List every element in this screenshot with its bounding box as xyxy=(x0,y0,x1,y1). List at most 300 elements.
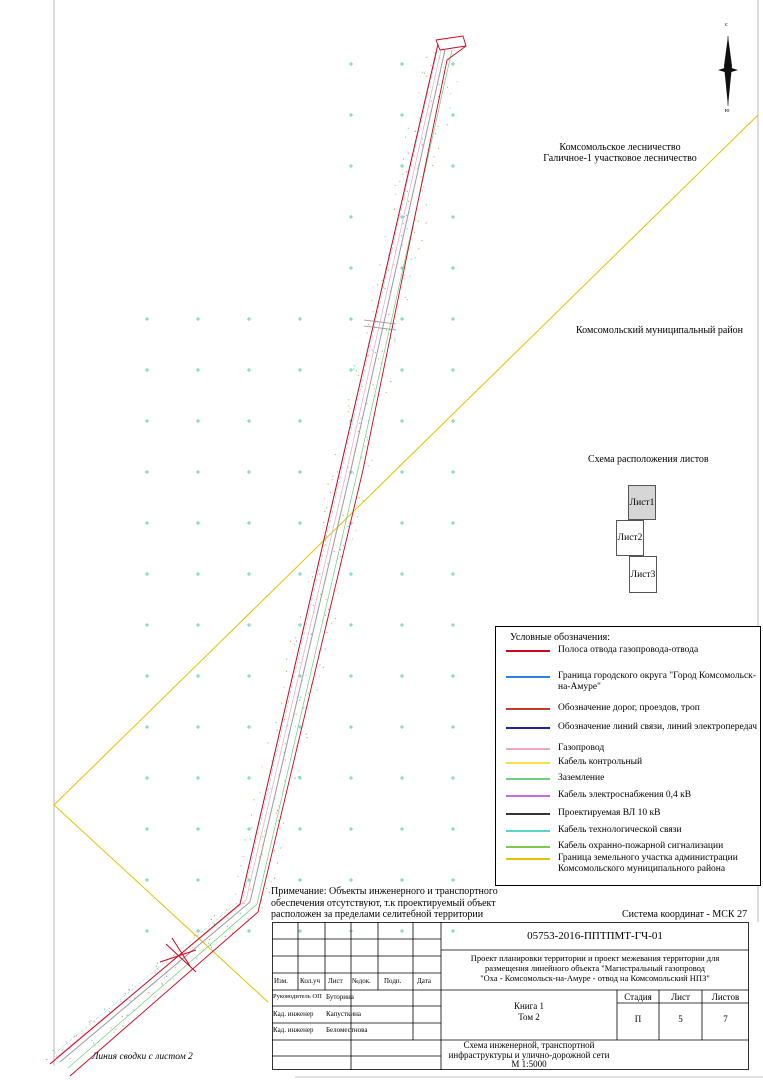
legend-label: Полоса отвода газопровода-отвода xyxy=(558,645,699,655)
terrain-dot xyxy=(296,714,297,715)
terrain-dot xyxy=(285,743,286,744)
terrain-dot xyxy=(316,689,317,690)
terrain-dot xyxy=(300,697,301,698)
terrain-dot xyxy=(300,616,301,617)
terrain-dot xyxy=(295,778,296,779)
terrain-dot xyxy=(243,856,244,857)
terrain-dot xyxy=(192,947,193,948)
terrain-dot xyxy=(250,838,251,839)
terrain-dot xyxy=(326,632,327,633)
terrain-dot xyxy=(155,972,156,973)
terrain-dot xyxy=(334,551,335,552)
terrain-dot xyxy=(418,92,419,93)
terrain-dot xyxy=(402,174,403,175)
terrain-dot xyxy=(338,593,339,594)
terrain-dot xyxy=(109,1011,110,1012)
terrain-dot xyxy=(450,93,451,94)
legend-swatch xyxy=(506,748,550,750)
coordinate-grid xyxy=(145,62,455,933)
terrain-dot xyxy=(319,676,320,677)
terrain-dot xyxy=(405,297,406,298)
terrain-dot xyxy=(251,814,252,815)
terrain-dot xyxy=(244,839,245,840)
terrain-dot xyxy=(422,72,423,73)
terrain-dot xyxy=(230,929,231,930)
legend-swatch xyxy=(506,858,550,860)
title-block xyxy=(272,922,749,1070)
terrain-dot xyxy=(426,57,427,58)
terrain-dot xyxy=(162,984,163,985)
terrain-dot xyxy=(314,566,315,567)
terrain-dot xyxy=(330,492,331,493)
terrain-dot xyxy=(323,522,324,523)
project-name xyxy=(441,953,749,983)
doc-code: 05753-2016-ППТПМТ-ГЧ-01 xyxy=(527,930,663,942)
note-line3: расположен за пределами селитебной территории xyxy=(271,909,484,920)
terrain-dot xyxy=(199,930,200,931)
legend-label: Газопровод xyxy=(558,743,605,753)
terrain-dot xyxy=(378,358,379,359)
terrain-dot xyxy=(335,454,336,455)
name-3: Беломестнова xyxy=(326,1026,368,1034)
terrain-dot xyxy=(247,918,248,919)
legend-label: Кабель контрольный xyxy=(558,757,643,767)
terrain-dot xyxy=(269,792,270,793)
terrain-dot xyxy=(66,1042,67,1043)
sheet-value: 5 xyxy=(678,1014,683,1024)
terrain-dot xyxy=(408,153,409,154)
terrain-dot xyxy=(394,341,395,342)
terrain-dot xyxy=(271,881,272,882)
legend-swatch xyxy=(506,813,550,815)
terrain-dot xyxy=(348,399,349,400)
note-line2: обеспечения отсутствуют, т.к проектируемый объект xyxy=(271,897,496,909)
terrain-dot xyxy=(382,351,383,352)
terrain-dot xyxy=(366,437,367,438)
terrain-dot xyxy=(259,792,260,793)
north-arrow-icon xyxy=(718,36,738,106)
terrain-dot xyxy=(404,274,405,275)
terrain-dot xyxy=(372,300,373,301)
terrain-dot xyxy=(237,876,238,877)
project-line1: Проект планировки территории и проект межевания территории для xyxy=(470,953,720,963)
terrain-dot xyxy=(274,878,275,879)
sheet-1-box: Лист1 xyxy=(628,485,656,520)
terrain-dot xyxy=(364,446,365,447)
terrain-dot xyxy=(295,637,296,638)
terrain-dot xyxy=(397,313,398,314)
terrain-dot xyxy=(89,1022,90,1023)
terrain-dot xyxy=(125,993,126,994)
terrain-dot xyxy=(326,599,327,600)
legend-swatch xyxy=(506,846,550,848)
terrain-dot xyxy=(148,992,149,993)
terrain-dot xyxy=(357,516,358,517)
terrain-dot xyxy=(379,264,380,265)
terrain-dot xyxy=(296,745,297,746)
legend-label: Проектируемая ВЛ 10 кВ xyxy=(558,808,661,818)
terrain-dot xyxy=(129,989,130,990)
terrain-dot xyxy=(307,737,308,738)
terrain-dot xyxy=(425,222,426,223)
terrain-dot xyxy=(226,909,227,910)
terrain-dot xyxy=(377,284,378,285)
terrain-dot xyxy=(243,903,244,904)
book-volume xyxy=(441,1001,617,1023)
terrain-dot xyxy=(295,726,296,727)
terrain-dot xyxy=(70,1058,71,1059)
hdr-ndoc: №док. xyxy=(352,977,371,985)
legend-swatch xyxy=(506,778,550,780)
terrain-dot xyxy=(46,1059,47,1060)
terrain-dot xyxy=(308,581,309,582)
terrain-dot xyxy=(278,820,279,821)
terrain-dot xyxy=(421,176,422,177)
terrain-dot xyxy=(157,968,158,969)
sheet-3-box: Лист3 xyxy=(629,556,657,593)
terrain-dot xyxy=(447,124,448,125)
terrain-dot xyxy=(266,888,267,889)
terrain-dot xyxy=(298,770,299,771)
terrain-dot xyxy=(342,515,343,516)
terrain-dot xyxy=(328,609,329,610)
terrain-dot xyxy=(157,962,158,963)
terrain-dot xyxy=(403,223,404,224)
terrain-dot xyxy=(240,865,241,866)
terrain-dot xyxy=(281,703,282,704)
terrain-dot xyxy=(155,997,156,998)
terrain-dot xyxy=(312,576,313,577)
terrain-dot xyxy=(340,549,341,550)
terrain-dot xyxy=(325,648,326,649)
terrain-dot xyxy=(76,1035,77,1036)
terrain-dot xyxy=(264,830,265,831)
terrain-dot xyxy=(447,87,448,88)
terrain-dot xyxy=(443,67,444,68)
legend-swatch xyxy=(506,708,550,710)
terrain-dot xyxy=(422,190,423,191)
terrain-dot xyxy=(386,392,387,393)
terrain-dot xyxy=(161,983,162,984)
terrain-dot xyxy=(358,431,359,432)
terrain-dot xyxy=(403,159,404,160)
terrain-dot xyxy=(274,850,275,851)
sheet-scheme-title: Схема расположения листов xyxy=(588,454,709,465)
terrain-dot xyxy=(267,742,268,743)
terrain-dot xyxy=(299,700,300,701)
terrain-dot xyxy=(306,675,307,676)
terrain-dot xyxy=(254,799,255,800)
terrain-dot xyxy=(320,594,321,595)
terrain-dot xyxy=(280,847,281,848)
terrain-dot xyxy=(262,766,263,767)
terrain-dot xyxy=(418,248,419,249)
terrain-dot xyxy=(292,652,293,653)
sheet-header: Лист xyxy=(671,992,690,1002)
terrain-dot xyxy=(432,165,433,166)
terrain-dot xyxy=(276,722,277,723)
terrain-dot xyxy=(422,138,423,139)
terrain-dot xyxy=(359,423,360,424)
terrain-dot xyxy=(313,571,314,572)
terrain-dot xyxy=(115,1029,116,1030)
terrain-dot xyxy=(419,118,420,119)
terrain-dot xyxy=(372,349,373,350)
terrain-dot xyxy=(326,507,327,508)
hdr-data: Дата xyxy=(417,977,431,985)
terrain-dot xyxy=(94,1021,95,1022)
coordinate-system-label: Система координат - МСК 27 xyxy=(622,909,748,920)
terrain-dot xyxy=(277,863,278,864)
terrain-dot xyxy=(225,936,226,937)
terrain-dot xyxy=(120,1001,121,1002)
terrain-dot xyxy=(262,836,263,837)
terrain-dot xyxy=(422,144,423,145)
stage-header: Стадия xyxy=(624,992,652,1002)
terrain-dot xyxy=(298,776,299,777)
terrain-dot xyxy=(405,137,406,138)
terrain-dot xyxy=(367,332,368,333)
terrain-dot xyxy=(401,235,402,236)
name-2: Капусткина xyxy=(326,1010,362,1018)
terrain-dot xyxy=(127,1015,128,1016)
terrain-dot xyxy=(327,563,328,564)
compass-north-label: с xyxy=(725,22,728,28)
terrain-dot xyxy=(343,545,344,546)
terrain-dot xyxy=(279,828,280,829)
terrain-dot xyxy=(355,530,356,531)
terrain-dot xyxy=(209,939,210,940)
forestry-label xyxy=(520,142,720,164)
terrain-dot xyxy=(353,473,354,474)
terrain-dot xyxy=(332,476,333,477)
terrain-dot xyxy=(348,526,349,527)
terrain-dot xyxy=(382,280,383,281)
hdr-koluch: Кол.уч xyxy=(300,977,320,985)
scale-label: М 1:5000 xyxy=(511,1059,547,1069)
terrain-dot xyxy=(319,664,320,665)
terrain-dot xyxy=(431,65,432,66)
terrain-dot xyxy=(352,538,353,539)
hdr-izm: Изм. xyxy=(274,977,288,985)
terrain-dot xyxy=(296,641,297,642)
terrain-dot xyxy=(270,788,271,789)
terrain-dot xyxy=(194,935,195,936)
terrain-dot xyxy=(262,907,263,908)
legend-label: Кабель электроснабжения 0,4 кВ xyxy=(558,790,692,800)
legend-swatch xyxy=(506,676,550,678)
terrain-dot xyxy=(269,892,270,893)
terrain-dot xyxy=(373,311,374,312)
terrain-dot xyxy=(283,823,284,824)
terrain-dot xyxy=(438,84,439,85)
terrain-dot xyxy=(395,194,396,195)
legend-label: Кабель охранно-пожарной сигнализации xyxy=(558,841,724,851)
terrain-dot xyxy=(426,204,427,205)
terrain-dot xyxy=(348,405,349,406)
sheets-value: 7 xyxy=(723,1014,728,1024)
legend-title: Условные обозначения: xyxy=(510,632,611,643)
legend-swatch xyxy=(506,762,550,764)
note-line1: Примечание: Объекты инженерного и транспортного xyxy=(271,886,498,897)
role-3: Кад. инженер xyxy=(273,1026,314,1034)
terrain-dot xyxy=(62,1049,63,1050)
terrain-dot xyxy=(232,932,233,933)
terrain-dot xyxy=(414,232,415,233)
terrain-dot xyxy=(388,314,389,315)
terrain-dot xyxy=(403,319,404,320)
terrain-dot xyxy=(358,375,359,376)
terrain-dot xyxy=(434,52,435,53)
compass-south-label: ю xyxy=(725,108,730,114)
terrain-dot xyxy=(424,73,425,74)
terrain-dot xyxy=(361,457,362,458)
terrain-dot xyxy=(156,966,157,967)
terrain-dot xyxy=(91,1040,92,1041)
terrain-dot xyxy=(175,967,176,968)
terrain-dot xyxy=(418,221,419,222)
terrain-dot xyxy=(56,1055,57,1056)
terrain-dot xyxy=(350,408,351,409)
volume-label: Том 2 xyxy=(518,1012,540,1022)
terrain-dot xyxy=(408,201,409,202)
terrain-dot xyxy=(227,917,228,918)
terrain-dot xyxy=(363,500,364,501)
terrain-dot xyxy=(407,228,408,229)
terrain-dot xyxy=(286,659,287,660)
name-1: Буторина xyxy=(326,993,354,1001)
junction-line-label: Линия сводки с листом 2 xyxy=(92,1052,193,1062)
terrain-dot xyxy=(362,386,363,387)
terrain-dot xyxy=(407,191,408,192)
terrain-dot xyxy=(324,498,325,499)
terrain-dot xyxy=(388,270,389,271)
terrain-dot xyxy=(173,979,174,980)
terrain-dot xyxy=(431,100,432,101)
hdr-podp: Подп. xyxy=(384,977,402,985)
terrain-dot xyxy=(368,465,369,466)
terrain-dot xyxy=(294,644,295,645)
terrain-dot xyxy=(348,411,349,412)
terrain-dot xyxy=(227,926,228,927)
terrain-dot xyxy=(457,81,458,82)
legend-label: Граница городского округа "Город Комсомольск-на-Амуре" xyxy=(558,671,756,692)
terrain-dot xyxy=(385,236,386,237)
terrain-dot xyxy=(415,131,416,132)
terrain-dot xyxy=(356,370,357,371)
terrain-dot xyxy=(423,186,424,187)
sheet-2-box: Лист2 xyxy=(616,520,644,556)
legend-swatch xyxy=(506,727,550,729)
terrain-dot xyxy=(395,185,396,186)
terrain-dot xyxy=(367,439,368,440)
terrain-dot xyxy=(284,687,285,688)
terrain-dot xyxy=(335,618,336,619)
terrain-dot xyxy=(311,634,312,635)
terrain-dot xyxy=(406,215,407,216)
terrain-dot xyxy=(426,75,427,76)
title-line2: инфраструктуры и улично-дорожной сети xyxy=(448,1049,610,1060)
terrain-dot xyxy=(323,667,324,668)
terrain-dot xyxy=(132,985,133,986)
terrain-dot xyxy=(250,889,251,890)
terrain-dot xyxy=(331,623,332,624)
terrain-dot xyxy=(276,812,277,813)
sheets-header: Листов xyxy=(711,992,740,1002)
terrain-dot xyxy=(386,330,387,331)
district-label: Комсомольский муниципальный район xyxy=(576,325,744,336)
terrain-dot xyxy=(259,857,260,858)
legend-swatch xyxy=(506,830,550,832)
terrain-dot xyxy=(375,352,376,353)
terrain-dot xyxy=(318,650,319,651)
terrain-dot xyxy=(393,264,394,265)
legend-swatch xyxy=(506,650,550,652)
terrain-dot xyxy=(373,286,374,287)
terrain-dot xyxy=(394,339,395,340)
terrain-dot xyxy=(196,958,197,959)
note-text xyxy=(271,886,498,921)
role-2: Кад. инженер xyxy=(273,1010,314,1018)
terrain-dot xyxy=(208,943,209,944)
terrain-dot xyxy=(211,947,212,948)
project-line3: "Оха - Комсомольск-на-Амуре - отвод на Комсомольский НПЗ" xyxy=(480,973,710,983)
legend-label: Граница земельного участка администрации Комсомольского муниципального района xyxy=(558,853,738,874)
terrain-dot xyxy=(368,324,369,325)
terrain-dot xyxy=(324,511,325,512)
terrain-dot xyxy=(166,976,167,977)
terrain-dot xyxy=(428,114,429,115)
legend xyxy=(495,626,761,886)
terrain-dot xyxy=(286,671,287,672)
terrain-dot xyxy=(360,418,361,419)
title-line1: Схема инженерной, транспортной xyxy=(463,1040,595,1050)
terrain-dot xyxy=(414,257,415,258)
terrain-dot xyxy=(122,1016,123,1017)
terrain-dot xyxy=(319,574,320,575)
terrain-dot xyxy=(104,1009,105,1010)
terrain-dot xyxy=(323,532,324,533)
terrain-dot xyxy=(390,338,391,339)
legend-label: Кабель технологической связи xyxy=(558,825,682,835)
terrain-dot xyxy=(450,107,451,108)
terrain-dot xyxy=(403,197,404,198)
terrain-dot xyxy=(406,171,407,172)
terrain-dot xyxy=(90,1020,91,1021)
terrain-dot xyxy=(277,810,278,811)
terrain-dot xyxy=(374,388,375,389)
terrain-dot xyxy=(326,544,327,545)
terrain-dot xyxy=(371,460,372,461)
terrain-dot xyxy=(290,641,291,642)
terrain-dot xyxy=(367,403,368,404)
terrain-dot xyxy=(340,556,341,557)
terrain-dot xyxy=(437,126,438,127)
forestry-line2: Галичное-1 участковое лесничество xyxy=(543,153,697,164)
terrain-dot xyxy=(299,662,300,663)
terrain-dot xyxy=(211,919,212,920)
terrain-dot xyxy=(276,730,277,731)
legend-label: Обозначение дорог, проездов, троп xyxy=(558,703,700,713)
terrain-dot xyxy=(353,368,354,369)
terrain-dot xyxy=(113,1032,114,1033)
terrain-dot xyxy=(325,615,326,616)
terrain-dot xyxy=(438,148,439,149)
terrain-dot xyxy=(251,827,252,828)
terrain-dot xyxy=(235,894,236,895)
terrain-dot xyxy=(421,240,422,241)
terrain-dot xyxy=(303,707,304,708)
